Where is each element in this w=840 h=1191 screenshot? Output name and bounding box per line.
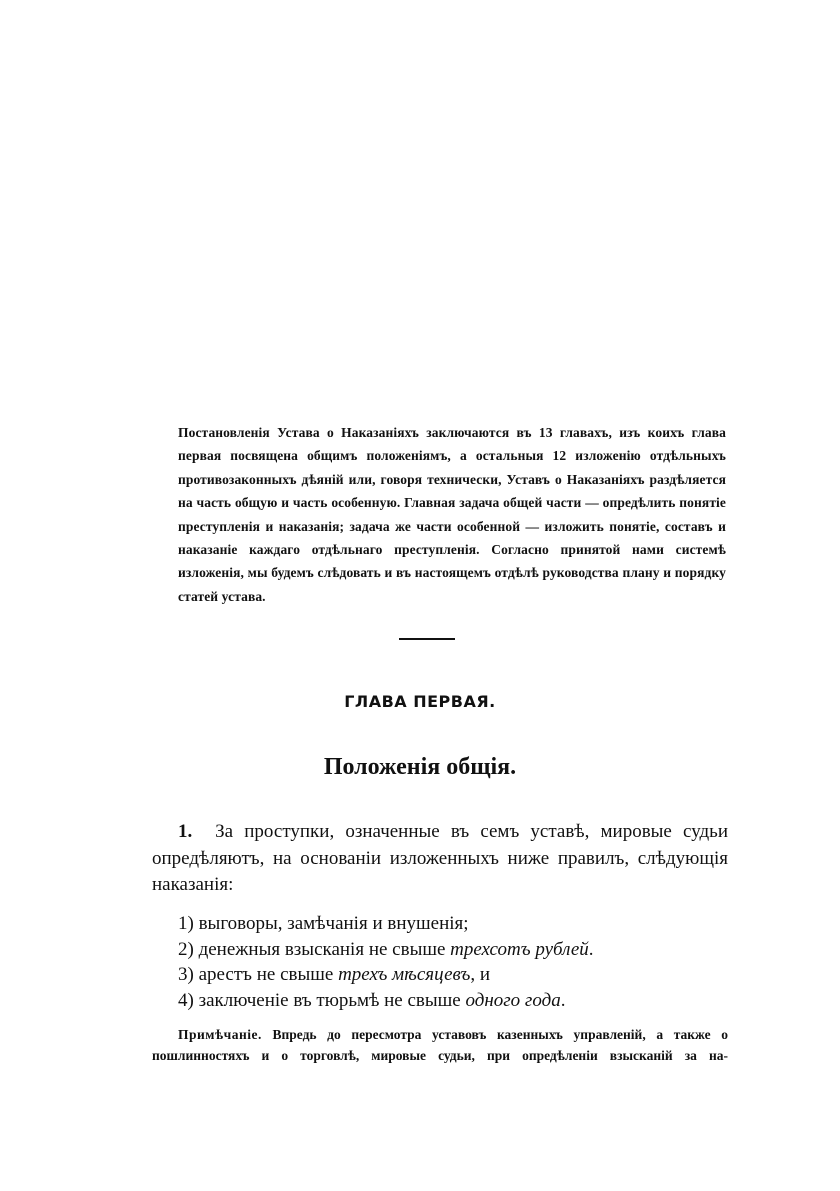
- penalty-number: 2): [178, 938, 194, 960]
- penalty-number: 1): [178, 913, 194, 934]
- penalty-text: арестъ не свыше: [198, 964, 339, 985]
- note-label: Примѣчаніе.: [178, 1027, 262, 1042]
- penalty-limit: трехсотъ рублей: [450, 938, 589, 960]
- note-text: Впредь до пересмотра уставовъ казенныхъ управленій, а также о пошлинностяхъ и о торговлѣ, мировые судьи, при опредѣленіи взысканій за на-: [152, 1027, 728, 1063]
- penalty-tail: .: [588, 938, 594, 960]
- chapter-heading: ГЛАВА ПЕРВАЯ.: [344, 692, 496, 711]
- penalty-item: [178, 937, 698, 963]
- article-text: За проступки, означенные въ семъ уставѣ, мировые судьи опредѣляютъ, на основаніи изложенныхъ ниже правилъ, слѣдующія наказанія:: [152, 821, 729, 895]
- penalty-limit: одного года: [465, 989, 561, 1011]
- penalties-list: [178, 911, 698, 1013]
- section-divider: [399, 638, 455, 640]
- penalty-item: [178, 962, 698, 988]
- penalty-tail: , и: [470, 964, 491, 985]
- penalty-item: [178, 911, 698, 937]
- note-paragraph: [152, 1024, 728, 1066]
- penalty-number: 3): [178, 964, 194, 985]
- penalty-text: выговоры, замѣчанія и внушенія;: [198, 913, 469, 934]
- intro-paragraph: Постановленія Устава о Наказаніяхъ заключаются въ 13 главахъ, изъ коихъ глава первая посвящена общимъ положеніямъ, а остальныя 12 изложенію отдѣльныхъ противозаконныхъ дѣяній или, говоря технически, Уставъ о Наказаніяхъ раздѣляется на часть общую и часть особенную. Главная задача общей части — опредѣлить понятіе преступленія и наказанія; задача же части особенной — изложить понятіе, составъ и наказаніе каждаго отдѣльнаго преступленія. Согласно принятой нами системѣ изложенія, мы будемъ слѣдовать и въ настоящемъ отдѣлѣ руководства плану и порядку статей устава.: [178, 425, 726, 604]
- section-title: Положенія общія.: [323, 754, 517, 780]
- penalty-number: 4): [178, 989, 194, 1011]
- penalty-item: [178, 988, 698, 1014]
- article-number: 1.: [178, 821, 193, 842]
- penalty-text: денежныя взысканія не свыше: [198, 938, 451, 960]
- article-1: [152, 819, 728, 899]
- penalty-limit: трехъ мѣсяцевъ: [338, 964, 471, 985]
- penalty-tail: .: [560, 989, 566, 1011]
- penalty-text: заключеніе въ тюрьмѣ не свыше: [198, 989, 466, 1011]
